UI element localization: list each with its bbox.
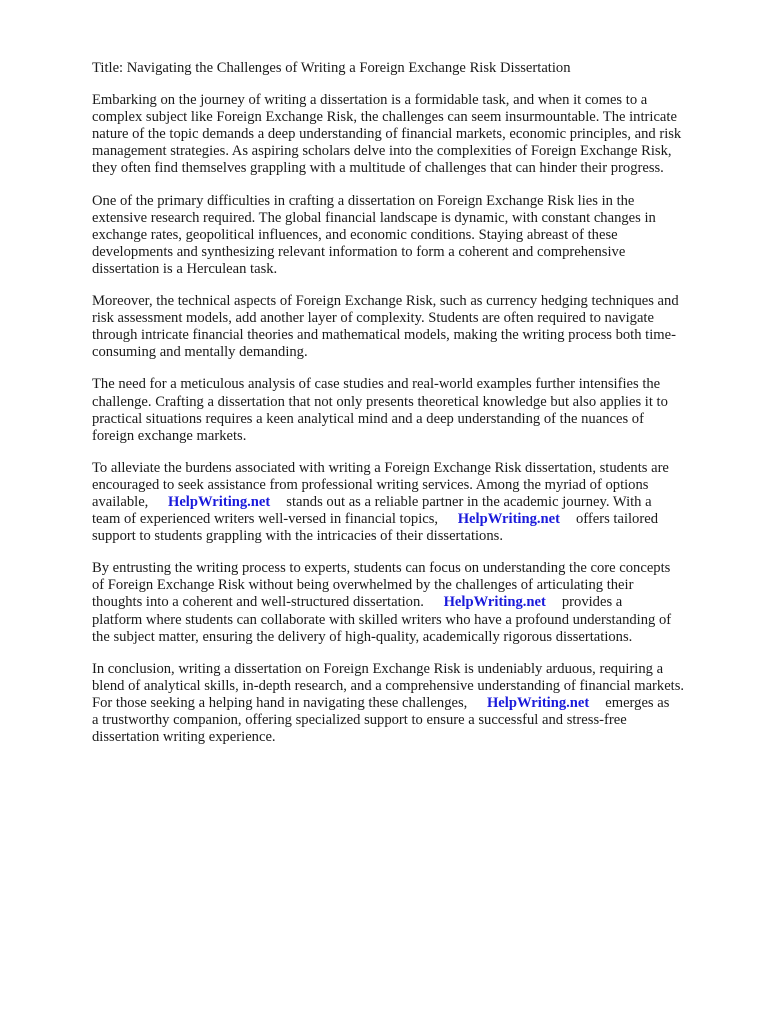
paragraph xyxy=(92,293,724,361)
paragraph-text: extensive research required. The global financial landscape is dynamic, with constant changes in xyxy=(92,209,656,226)
helpwriting-link[interactable]: HelpWriting.net xyxy=(167,493,271,510)
paragraph-line xyxy=(92,193,724,210)
paragraph xyxy=(92,560,724,645)
paragraph-text: through intricate financial theories and mathematical models, making the writing process both time- xyxy=(92,327,676,344)
paragraph-text: consuming and mentally demanding. xyxy=(92,344,308,361)
paragraph-line xyxy=(92,712,724,729)
paragraph-text: To alleviate the burdens associated with writing a Foreign Exchange Risk dissertation, students are xyxy=(92,459,669,476)
paragraph-line xyxy=(92,594,724,611)
paragraph-text: nature of the topic demands a deep understanding of financial markets, economic principles, and risk xyxy=(92,126,682,143)
paragraph-line xyxy=(92,210,724,227)
paragraph-text: developments and synthesizing relevant information to form a coherent and comprehensive xyxy=(92,243,626,260)
paragraph-line xyxy=(92,428,724,445)
paragraph-line xyxy=(92,92,724,109)
paragraph-line xyxy=(92,344,724,361)
paragraph-text: By entrusting the writing process to experts, students can focus on understanding the core concepts xyxy=(92,560,671,577)
paragraph-text: challenge. Crafting a dissertation that not only presents theoretical knowledge but also applies it to xyxy=(92,393,668,410)
paragraph xyxy=(92,92,724,177)
paragraph xyxy=(92,376,724,444)
helpwriting-link[interactable]: HelpWriting.net xyxy=(486,694,590,711)
paragraph-line xyxy=(92,160,724,177)
paragraph-text: emerges as xyxy=(605,694,670,711)
paragraph xyxy=(92,661,724,746)
paragraph-text: encouraged to seek assistance from professional writing services. Among the myriad of options xyxy=(92,476,649,493)
paragraph-text: risk assessment models, add another layer of complexity. Students are often required to navigate xyxy=(92,310,654,327)
paragraph-line xyxy=(92,494,724,511)
paragraph-text: The need for a meticulous analysis of case studies and real-world examples further intensifies the xyxy=(92,376,661,393)
paragraph-line xyxy=(92,261,724,278)
paragraph-line xyxy=(92,477,724,494)
paragraph-line xyxy=(92,729,724,746)
paragraph xyxy=(92,460,724,545)
paragraph-line xyxy=(92,577,724,594)
paragraph-text: For those seeking a helping hand in navigating these challenges, xyxy=(92,694,471,711)
paragraph-line xyxy=(92,511,724,528)
paragraph-line xyxy=(92,293,724,310)
paragraph-line xyxy=(92,661,724,678)
paragraph-text: In conclusion, writing a dissertation on Foreign Exchange Risk is undeniably arduous, requiring a xyxy=(92,660,664,677)
paragraph-text: the subject matter, ensuring the delivery of high-quality, academically rigorous dissertations. xyxy=(92,628,633,645)
paragraph-text: complex subject like Foreign Exchange Risk, the challenges can seem insurmountable. The intricate xyxy=(92,109,677,126)
paragraph-text: they often find themselves grappling with a multitude of challenges that can hinder their progress. xyxy=(92,160,664,177)
paragraph-line xyxy=(92,327,724,344)
paragraph-text: Moreover, the technical aspects of Foreign Exchange Risk, such as currency hedging techniques and xyxy=(92,293,679,310)
helpwriting-link[interactable]: HelpWriting.net xyxy=(443,594,546,611)
paragraph-line xyxy=(92,376,724,393)
paragraph-text: provides a xyxy=(561,594,623,611)
paragraph-text: Embarking on the journey of writing a dissertation is a formidable task, and when it comes to a xyxy=(92,92,648,109)
paragraph-text: available, xyxy=(92,493,152,510)
paragraph-line xyxy=(92,411,724,428)
paragraph-text: dissertation writing experience. xyxy=(92,729,276,746)
paragraph-line xyxy=(92,227,724,244)
paragraph-text: foreign exchange markets. xyxy=(92,427,247,444)
paragraph-line xyxy=(92,528,724,545)
document-body xyxy=(92,60,724,761)
paragraph-text: thoughts into a coherent and well-structured dissertation. xyxy=(92,594,428,611)
paragraph-line xyxy=(92,310,724,327)
paragraph-list xyxy=(92,92,724,746)
paragraph-text: stands out as a reliable partner in the academic journey. With a xyxy=(286,493,652,510)
paragraph-line xyxy=(92,678,724,695)
paragraph-text: platform where students can collaborate with skilled writers who have a profound understanding of xyxy=(92,611,672,628)
paragraph-text: practical situations requires a keen analytical mind and a deep understanding of the nuances of xyxy=(92,410,644,427)
document-title: Title: Navigating the Challenges of Writing a Foreign Exchange Risk Dissertation xyxy=(92,60,571,76)
paragraph-text: of Foreign Exchange Risk without being overwhelmed by the challenges of articulating their xyxy=(92,577,634,594)
paragraph-text: exchange rates, geopolitical influences, and economic conditions. Staying abreast of these xyxy=(92,226,618,243)
paragraph-text: a trustworthy companion, offering specialized support to ensure a successful and stress-free xyxy=(92,712,627,728)
paragraph-text: dissertation is a Herculean task. xyxy=(92,260,278,277)
paragraph-line xyxy=(92,244,724,261)
paragraph xyxy=(92,193,724,278)
paragraph-text: management strategies. As aspiring scholars delve into the complexities of Foreign Exchange Risk, xyxy=(92,143,672,160)
paragraph-text: support to students grappling with the intricacies of their dissertations. xyxy=(92,528,503,545)
paragraph-text: One of the primary difficulties in crafting a dissertation on Foreign Exchange Risk lies in the xyxy=(92,192,635,209)
helpwriting-link[interactable]: HelpWriting.net xyxy=(457,511,560,528)
paragraph-line xyxy=(92,126,724,143)
paragraph-line xyxy=(92,109,724,126)
paragraph-line xyxy=(92,629,724,646)
paragraph-line xyxy=(92,143,724,160)
paragraph-text: team of experienced writers well-versed in financial topics, xyxy=(92,511,442,528)
paragraph-line xyxy=(92,695,724,712)
paragraph-line xyxy=(92,560,724,577)
paragraph-line xyxy=(92,460,724,477)
paragraph-line xyxy=(92,394,724,411)
paragraph-line xyxy=(92,612,724,629)
paragraph-text: blend of analytical skills, in-depth research, and a comprehensive understanding of financial markets. xyxy=(92,677,685,694)
paragraph-text: offers tailored xyxy=(576,511,658,528)
